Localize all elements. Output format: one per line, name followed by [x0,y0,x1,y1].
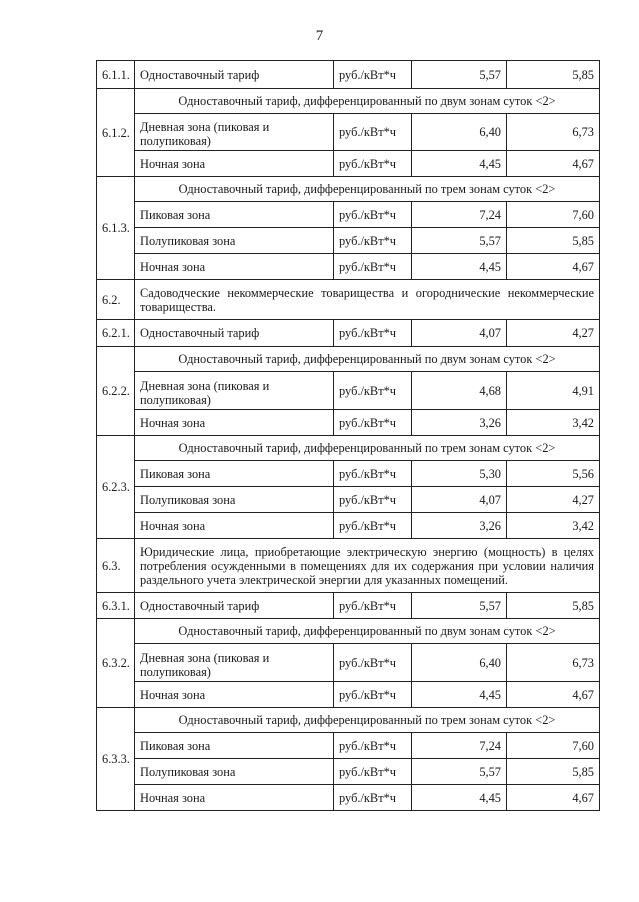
unit-cell: руб./кВт*ч [334,61,412,89]
item-number: 6.3.2. [97,619,135,708]
tariff-name: Пиковая зона [135,461,334,487]
section-title: Одноставочный тариф, дифференцированный по трем зонам суток <2> [135,436,600,461]
table-row [97,513,600,539]
table-row [97,708,600,733]
value-first-half: 6,40 [412,114,507,151]
tariff-name: Полупиковая зона [135,759,334,785]
value-first-half: 5,30 [412,461,507,487]
value-first-half: 5,57 [412,759,507,785]
table-row [97,177,600,202]
value-second-half: 7,60 [507,733,600,759]
table-row [97,759,600,785]
value-first-half: 6,40 [412,644,507,682]
item-number: 6.2. [97,280,135,320]
tariff-name: Ночная зона [135,513,334,539]
value-first-half: 4,45 [412,254,507,280]
value-second-half: 3,42 [507,410,600,436]
item-number: 6.2.3. [97,436,135,539]
value-second-half: 5,85 [507,759,600,785]
table-row [97,644,600,682]
tariff-table [96,60,600,811]
table-row [97,151,600,177]
value-first-half: 4,07 [412,320,507,347]
table-row [97,539,600,593]
value-second-half: 4,27 [507,320,600,347]
value-first-half: 5,57 [412,593,507,619]
category-description: Юридические лица, приобретающие электрическую энергию (мощность) в целях потребления осужденными в помещениях для их содержания при условии наличия раздельного учета электрической энергии для указанных помещений. [135,539,600,593]
item-number: 6.3.3. [97,708,135,811]
tariff-name: Дневная зона (пиковая и полупиковая) [135,114,334,151]
item-number: 6.2.2. [97,347,135,436]
table-row [97,372,600,410]
table-row [97,347,600,372]
value-second-half: 4,67 [507,785,600,811]
tariff-name: Дневная зона (пиковая и полупиковая) [135,644,334,682]
value-second-half: 5,85 [507,593,600,619]
section-title: Одноставочный тариф, дифференцированный по двум зонам суток <2> [135,347,600,372]
tariff-name: Пиковая зона [135,733,334,759]
table-row [97,89,600,114]
unit-cell: руб./кВт*ч [334,785,412,811]
unit-cell: руб./кВт*ч [334,461,412,487]
tariff-name: Полупиковая зона [135,228,334,254]
table-row [97,410,600,436]
category-description: Садоводческие некоммерческие товарищества и огороднические некоммерческие товарищества. [135,280,600,320]
unit-cell: руб./кВт*ч [334,593,412,619]
value-second-half: 4,67 [507,682,600,708]
tariff-name: Дневная зона (пиковая и полупиковая) [135,372,334,410]
section-title: Одноставочный тариф, дифференцированный по двум зонам суток <2> [135,619,600,644]
value-second-half: 4,91 [507,372,600,410]
table-row [97,733,600,759]
value-second-half: 5,85 [507,228,600,254]
value-first-half: 7,24 [412,733,507,759]
unit-cell: руб./кВт*ч [334,114,412,151]
value-second-half: 4,27 [507,487,600,513]
value-first-half: 3,26 [412,410,507,436]
unit-cell: руб./кВт*ч [334,151,412,177]
unit-cell: руб./кВт*ч [334,202,412,228]
tariff-name: Пиковая зона [135,202,334,228]
item-number: 6.2.1. [97,320,135,347]
table-row [97,254,600,280]
value-first-half: 4,45 [412,682,507,708]
unit-cell: руб./кВт*ч [334,254,412,280]
value-second-half: 6,73 [507,644,600,682]
value-first-half: 4,07 [412,487,507,513]
value-first-half: 4,45 [412,785,507,811]
unit-cell: руб./кВт*ч [334,228,412,254]
table-row [97,436,600,461]
table-row [97,202,600,228]
item-number: 6.3.1. [97,593,135,619]
value-first-half: 4,68 [412,372,507,410]
value-first-half: 5,57 [412,228,507,254]
table-row [97,114,600,151]
tariff-name: Одноставочный тариф [135,61,334,89]
unit-cell: руб./кВт*ч [334,513,412,539]
table-row [97,461,600,487]
tariff-name: Полупиковая зона [135,487,334,513]
unit-cell: руб./кВт*ч [334,487,412,513]
value-second-half: 4,67 [507,151,600,177]
table-row [97,487,600,513]
table-row [97,785,600,811]
tariff-name: Одноставочный тариф [135,320,334,347]
unit-cell: руб./кВт*ч [334,733,412,759]
table-row [97,320,600,347]
section-title: Одноставочный тариф, дифференцированный по трем зонам суток <2> [135,177,600,202]
value-second-half: 6,73 [507,114,600,151]
unit-cell: руб./кВт*ч [334,682,412,708]
table-row [97,593,600,619]
tariff-name: Ночная зона [135,682,334,708]
table-row [97,280,600,320]
value-first-half: 4,45 [412,151,507,177]
table-row [97,61,600,89]
value-first-half: 7,24 [412,202,507,228]
item-number: 6.3. [97,539,135,593]
page-number: 7 [315,28,324,44]
unit-cell: руб./кВт*ч [334,410,412,436]
tariff-name: Ночная зона [135,410,334,436]
value-second-half: 4,67 [507,254,600,280]
unit-cell: руб./кВт*ч [334,759,412,785]
value-second-half: 7,60 [507,202,600,228]
tariff-name: Ночная зона [135,254,334,280]
tariff-name: Ночная зона [135,151,334,177]
value-first-half: 3,26 [412,513,507,539]
item-number: 6.1.1. [97,61,135,89]
value-second-half: 5,85 [507,61,600,89]
section-title: Одноставочный тариф, дифференцированный по трем зонам суток <2> [135,708,600,733]
unit-cell: руб./кВт*ч [334,320,412,347]
value-second-half: 5,56 [507,461,600,487]
section-title: Одноставочный тариф, дифференцированный по двум зонам суток <2> [135,89,600,114]
table-row [97,682,600,708]
unit-cell: руб./кВт*ч [334,372,412,410]
table-row [97,228,600,254]
item-number: 6.1.3. [97,177,135,280]
value-first-half: 5,57 [412,61,507,89]
value-second-half: 3,42 [507,513,600,539]
tariff-name: Ночная зона [135,785,334,811]
item-number: 6.1.2. [97,89,135,177]
table-row [97,619,600,644]
unit-cell: руб./кВт*ч [334,644,412,682]
tariff-name: Одноставочный тариф [135,593,334,619]
